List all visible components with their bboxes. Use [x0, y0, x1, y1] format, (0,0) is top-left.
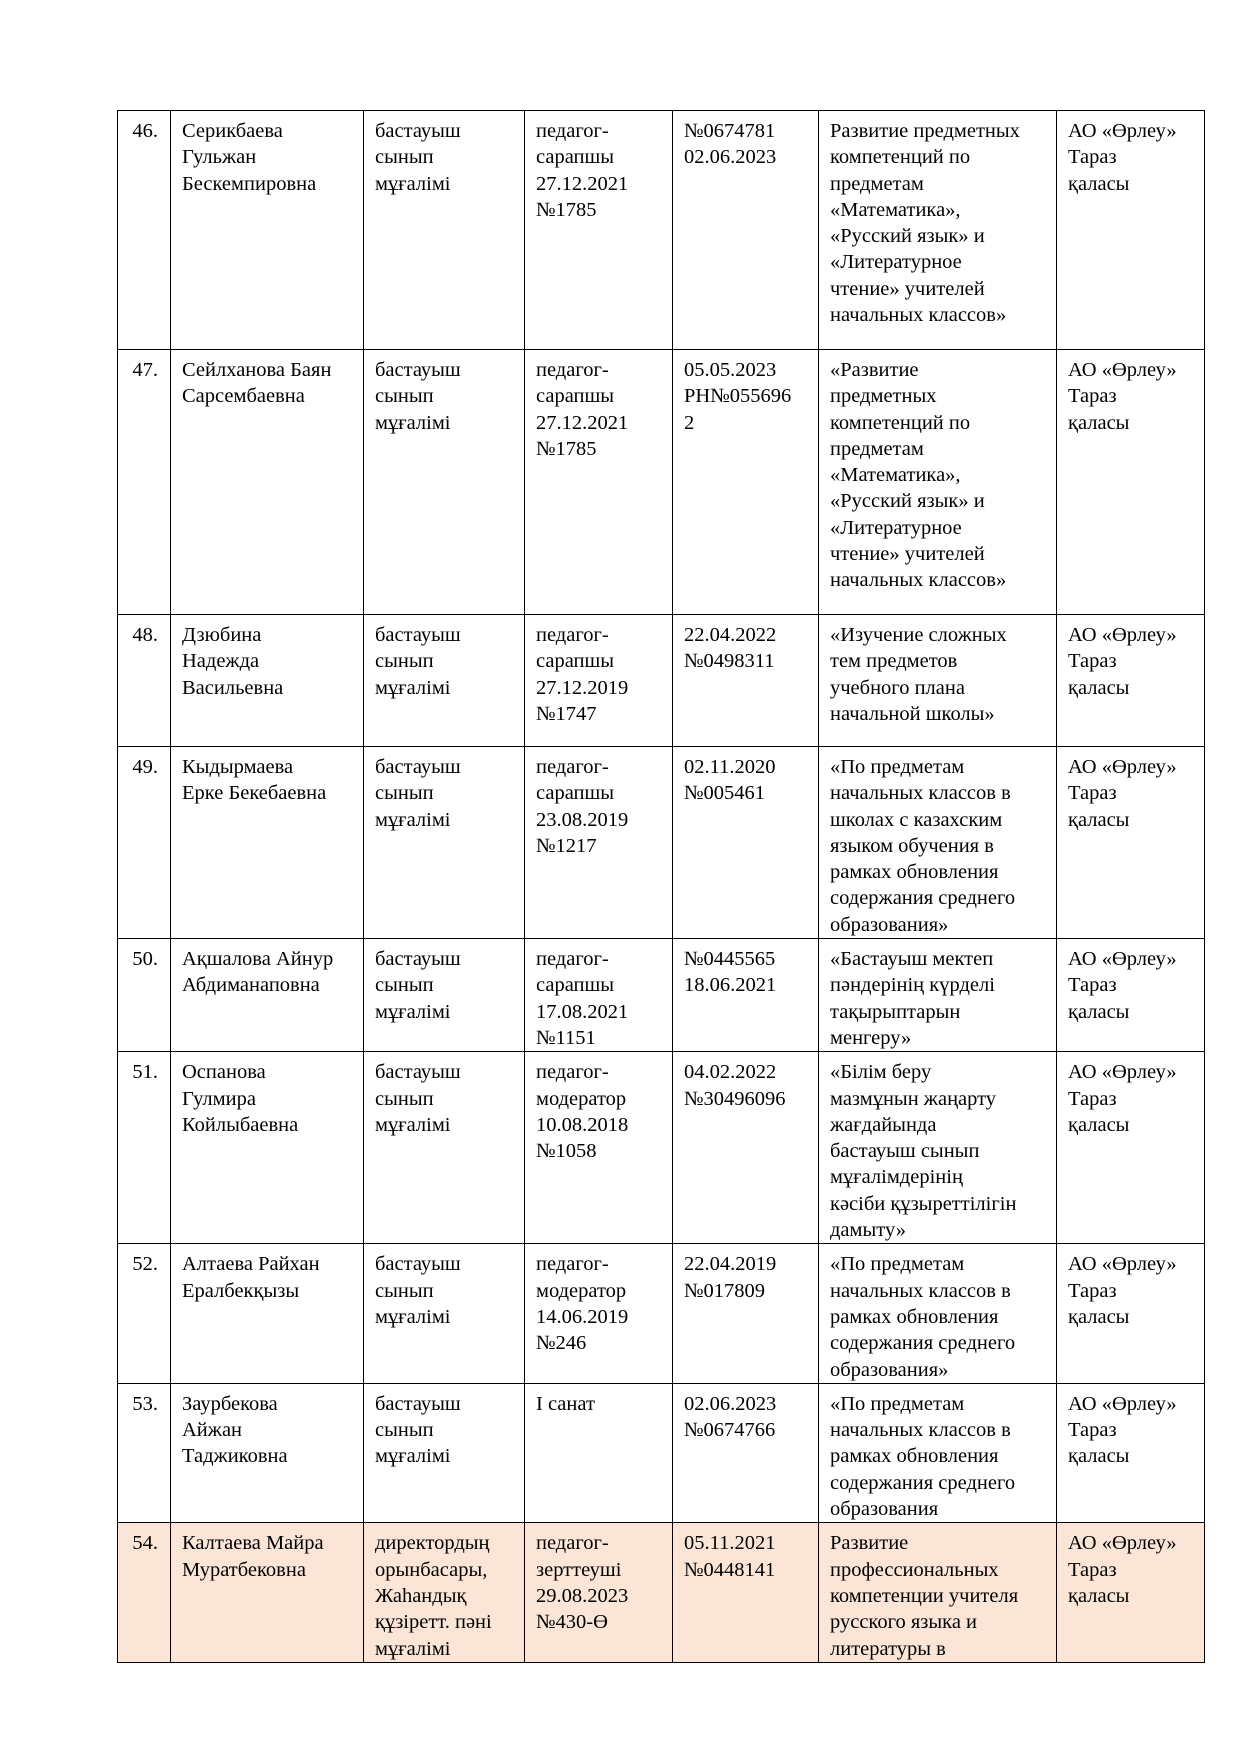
certificate-info: №0674781 02.06.2023	[673, 111, 819, 350]
course-provider: АО «Өрлеу» Тараз қаласы	[1057, 1523, 1205, 1662]
table-row	[118, 615, 1205, 747]
qualification-category: І санат	[525, 1383, 673, 1522]
teacher-name: Оспанова Гулмира Койлыбаевна	[171, 1052, 364, 1244]
teacher-position: бастауыш сынып мұғалімі	[364, 350, 525, 615]
table-row	[118, 111, 1205, 350]
table-row	[118, 1052, 1205, 1244]
course-title: «Развитие предметных компетенций по предметам «Математика», «Русский язык» и «Литературное чтение» учителей начальных классов»	[819, 350, 1057, 615]
teacher-name: Алтаева Райхан Ералбекқызы	[171, 1244, 364, 1383]
course-provider: АО «Өрлеу» Тараз қаласы	[1057, 615, 1205, 747]
certificate-info: 22.04.2019 №017809	[673, 1244, 819, 1383]
qualification-category: педагог- сарапшы 27.12.2019 №1747	[525, 615, 673, 747]
course-title: «Изучение сложных тем предметов учебного плана начальной школы»	[819, 615, 1057, 747]
teacher-position: бастауыш сынып мұғалімі	[364, 1383, 525, 1522]
row-number: 50.	[118, 939, 171, 1052]
certificate-info: 05.05.2023 РН№055696 2	[673, 350, 819, 615]
teachers-table	[117, 110, 1205, 1663]
teacher-name: Сейлханова Баян Сарсембаевна	[171, 350, 364, 615]
teacher-position: бастауыш сынып мұғалімі	[364, 1244, 525, 1383]
qualification-category: педагог- сарапшы 27.12.2021 №1785	[525, 350, 673, 615]
certificate-info: 02.06.2023 №0674766	[673, 1383, 819, 1522]
course-title: «По предметам начальных классов в школах с казахским языком обучения в рамках обновления содержания среднего образования»	[819, 747, 1057, 939]
row-number: 51.	[118, 1052, 171, 1244]
row-number: 54.	[118, 1523, 171, 1662]
row-number: 52.	[118, 1244, 171, 1383]
course-title: «По предметам начальных классов в рамках обновления содержания среднего образования	[819, 1383, 1057, 1522]
teacher-name: Дзюбина Надежда Васильевна	[171, 615, 364, 747]
table-row	[118, 747, 1205, 939]
certificate-info: 05.11.2021 №0448141	[673, 1523, 819, 1662]
row-number: 53.	[118, 1383, 171, 1522]
qualification-category: педагог- сарапшы 17.08.2021 №1151	[525, 939, 673, 1052]
teacher-name: Кыдырмаева Ерке Бекебаевна	[171, 747, 364, 939]
certificate-info: №0445565 18.06.2021	[673, 939, 819, 1052]
teacher-name: Заурбекова Айжан Таджиковна	[171, 1383, 364, 1522]
row-number: 48.	[118, 615, 171, 747]
course-title: «Білім беру мазмұнын жаңарту жағдайында бастауыш сынып мұғалімдерінің кәсіби құзыреттілігін дамыту»	[819, 1052, 1057, 1244]
teacher-position: бастауыш сынып мұғалімі	[364, 939, 525, 1052]
course-title: «Бастауыш мектеп пәндерінің күрделі тақырыптарын менгеру»	[819, 939, 1057, 1052]
course-provider: АО «Өрлеу» Тараз қаласы	[1057, 1052, 1205, 1244]
course-title: «По предметам начальных классов в рамках обновления содержания среднего образования»	[819, 1244, 1057, 1383]
course-provider: АО «Өрлеу» Тараз қаласы	[1057, 1383, 1205, 1522]
row-number: 47.	[118, 350, 171, 615]
teacher-name: Серикбаева Гульжан Бескемпировна	[171, 111, 364, 350]
table-row-highlighted	[118, 1523, 1205, 1662]
qualification-category: педагог- сарапшы 27.12.2021 №1785	[525, 111, 673, 350]
qualification-category: педагог- модератор 14.06.2019 №246	[525, 1244, 673, 1383]
table-row	[118, 939, 1205, 1052]
qualification-category: педагог- модератор 10.08.2018 №1058	[525, 1052, 673, 1244]
table-row	[118, 1383, 1205, 1522]
course-provider: АО «Өрлеу» Тараз қаласы	[1057, 747, 1205, 939]
teacher-position: бастауыш сынып мұғалімі	[364, 1052, 525, 1244]
table-row	[118, 350, 1205, 615]
teacher-name: Калтаева Майра Муратбековна	[171, 1523, 364, 1662]
teacher-position: бастауыш сынып мұғалімі	[364, 615, 525, 747]
teacher-position: директордың орынбасары, Жаһандық құзіретт. пәні мұғалімі	[364, 1523, 525, 1662]
qualification-category: педагог- сарапшы 23.08.2019 №1217	[525, 747, 673, 939]
course-title: Развитие профессиональных компетенции учителя русского языка и литературы в	[819, 1523, 1057, 1662]
certificate-info: 22.04.2022 №0498311	[673, 615, 819, 747]
teacher-position: бастауыш сынып мұғалімі	[364, 747, 525, 939]
teacher-position: бастауыш сынып мұғалімі	[364, 111, 525, 350]
teacher-name: Ақшалова Айнур Абдиманаповна	[171, 939, 364, 1052]
certificate-info: 04.02.2022 №30496096	[673, 1052, 819, 1244]
row-number: 46.	[118, 111, 171, 350]
qualification-category: педагог- зерттеуші 29.08.2023 №430-Ө	[525, 1523, 673, 1662]
course-title: Развитие предметных компетенций по предметам «Математика», «Русский язык» и «Литературное чтение» учителей начальных классов»	[819, 111, 1057, 350]
row-number: 49.	[118, 747, 171, 939]
course-provider: АО «Өрлеу» Тараз қаласы	[1057, 939, 1205, 1052]
course-provider: АО «Өрлеу» Тараз қаласы	[1057, 111, 1205, 350]
course-provider: АО «Өрлеу» Тараз қаласы	[1057, 1244, 1205, 1383]
table-row	[118, 1244, 1205, 1383]
course-provider: АО «Өрлеу» Тараз қаласы	[1057, 350, 1205, 615]
certificate-info: 02.11.2020 №005461	[673, 747, 819, 939]
